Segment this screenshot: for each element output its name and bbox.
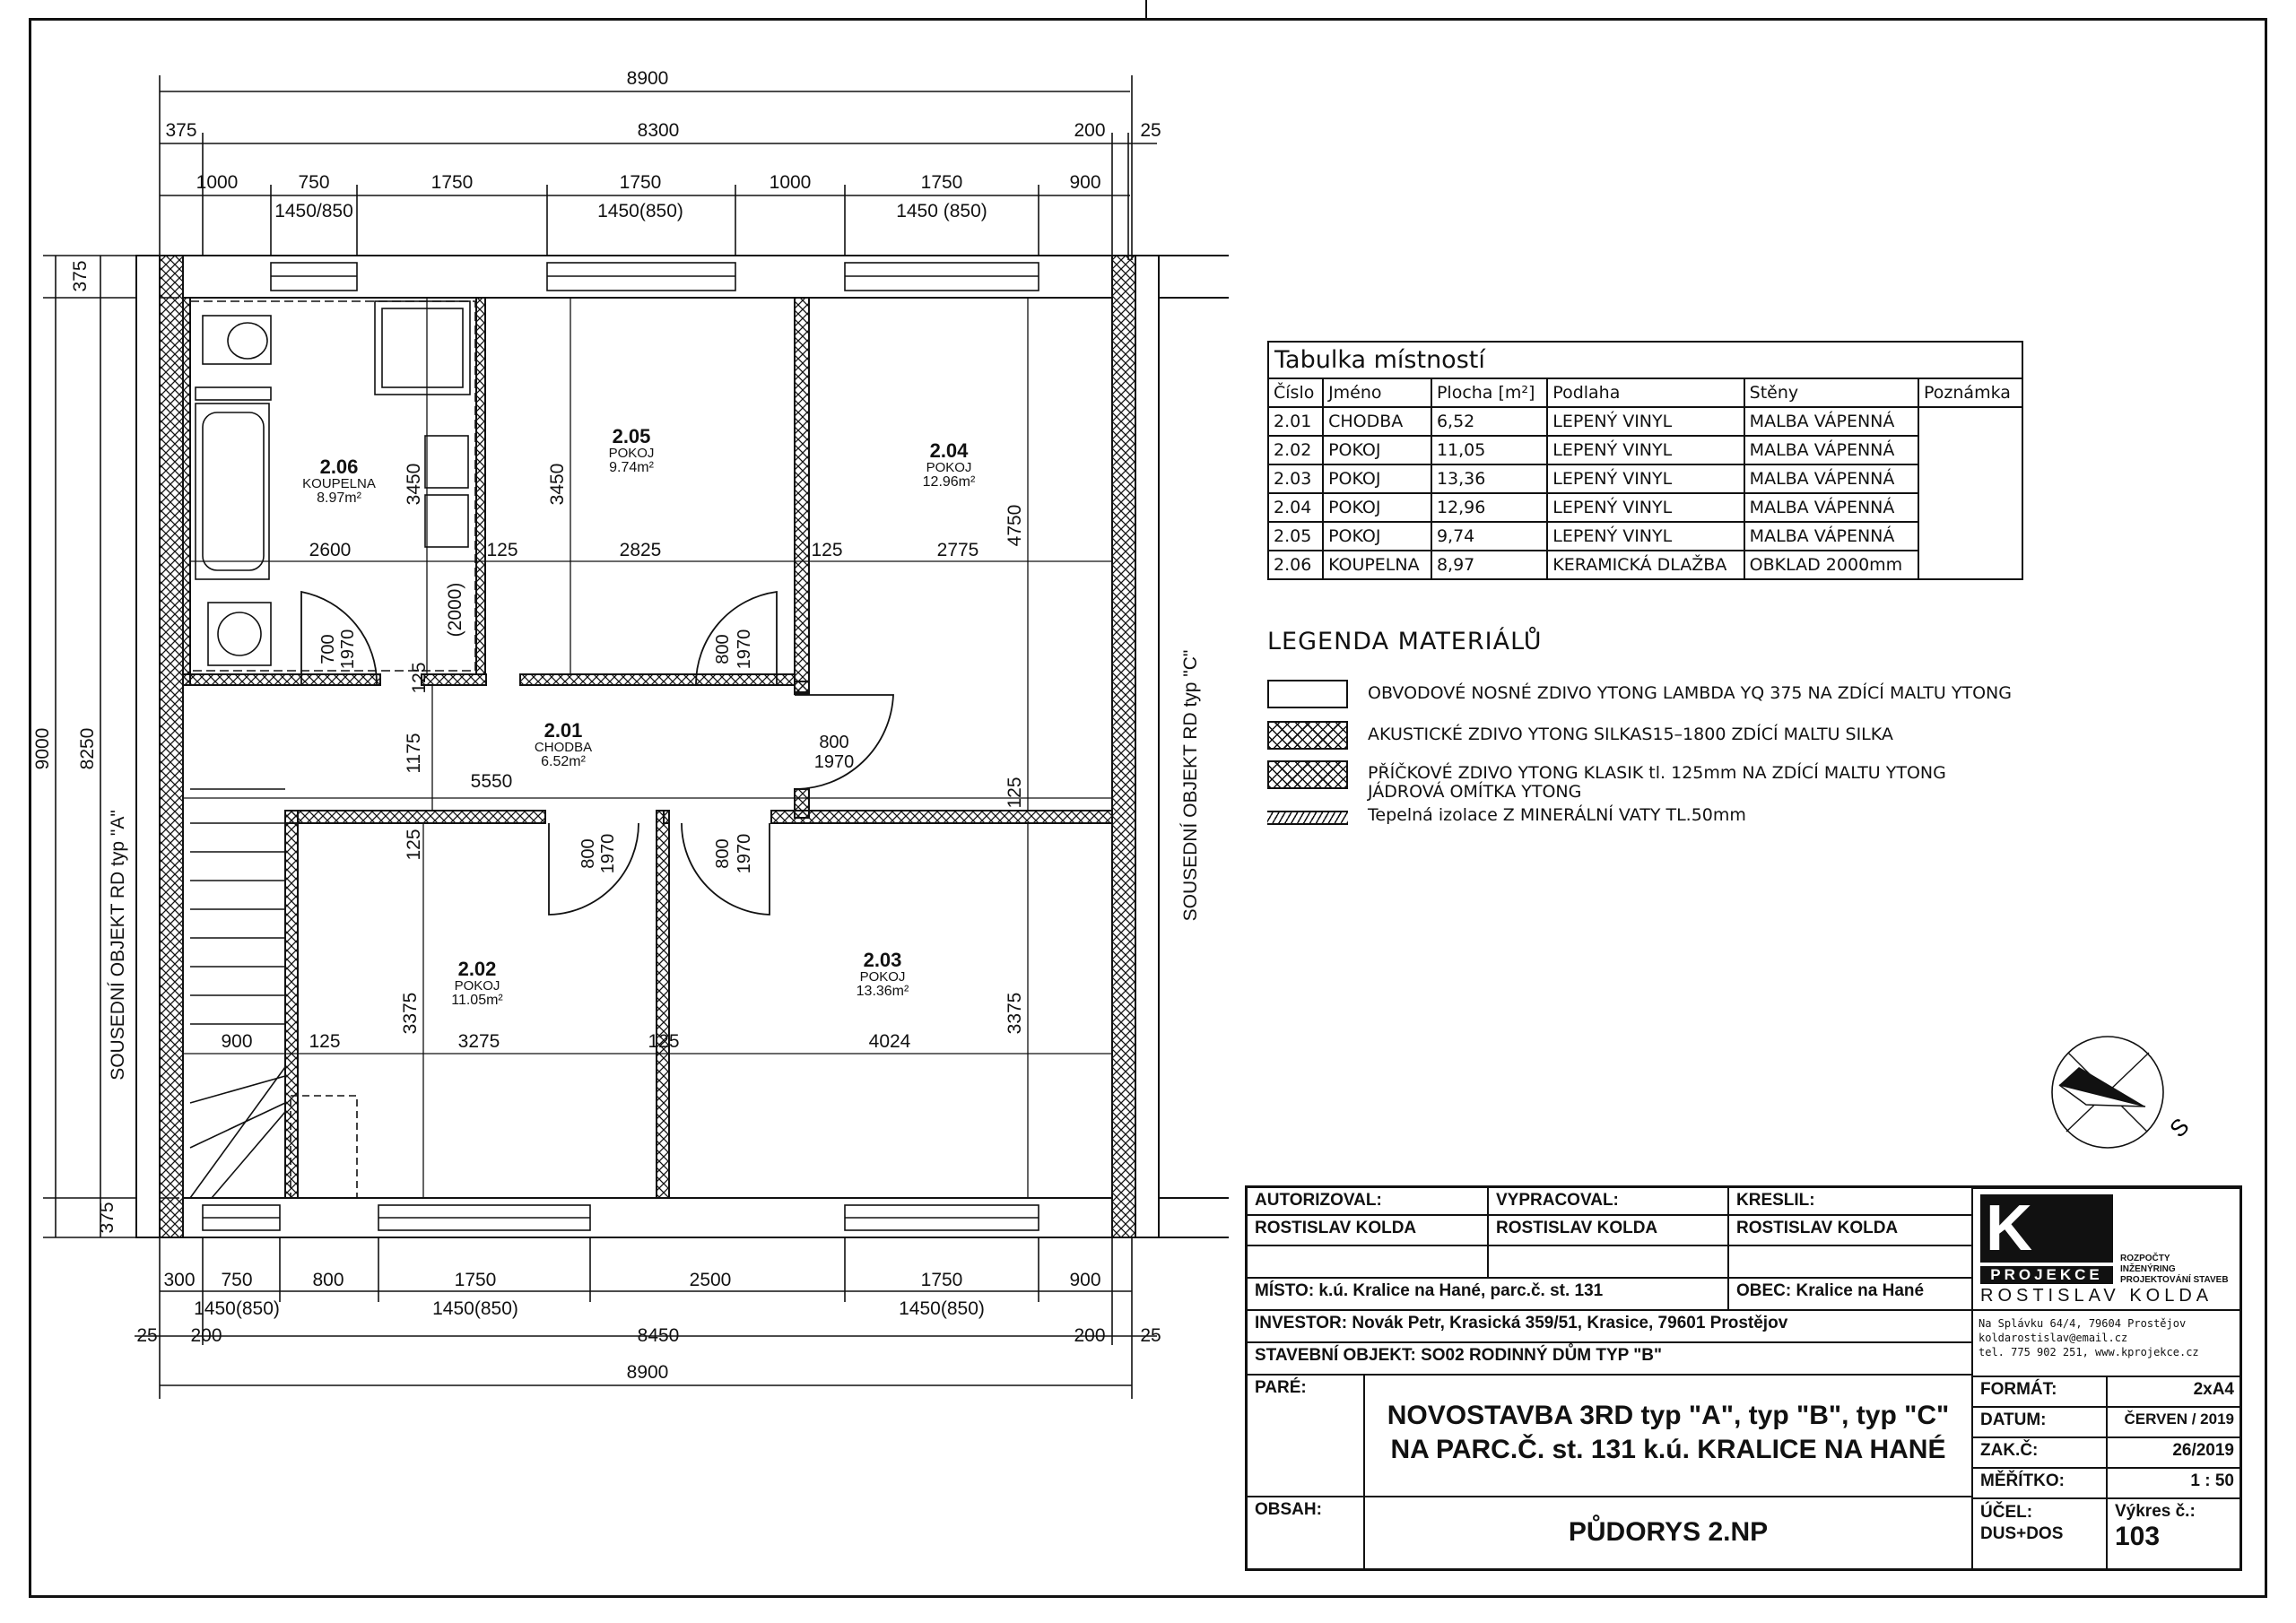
dim-top-900: 900 bbox=[1069, 172, 1101, 193]
dim-int-3275: 3275 bbox=[457, 1031, 500, 1052]
table-row bbox=[1268, 551, 2022, 579]
table-cell: MALBA VÁPENNÁ bbox=[1744, 407, 1918, 436]
legend-label: AKUSTICKÉ ZDIVO YTONG SILKAS15–1800 ZDÍCÍ MALTU SILKA bbox=[1368, 725, 1893, 744]
dim-window-3: 1450 (850) bbox=[896, 201, 987, 221]
door1-height: 1970 bbox=[338, 629, 358, 670]
exterior-walls bbox=[136, 256, 1229, 1237]
legend-item-acoustic bbox=[1267, 721, 1893, 750]
table-cell: MALBA VÁPENNÁ bbox=[1744, 493, 1918, 522]
dim-bot-25b: 25 bbox=[1140, 1325, 1161, 1346]
col-poznamka: Poznámka bbox=[1918, 378, 2022, 407]
dim-int-125a: 125 bbox=[486, 540, 518, 560]
legend-swatch-insulation bbox=[1267, 811, 1348, 825]
dim-int-125d: 125 bbox=[1004, 777, 1025, 809]
dim-window-2: 1450(850) bbox=[597, 201, 683, 221]
table-cell: POKOJ bbox=[1323, 436, 1431, 464]
legend-item-exterior bbox=[1267, 680, 2012, 708]
project-title-line2: NA PARC.Č. st. 131 k.ú. KRALICE NA HANÉ bbox=[1390, 1435, 1946, 1464]
obsah-label: OBSAH: bbox=[1248, 1497, 1364, 1571]
door5-width: 800 bbox=[713, 838, 733, 869]
legend-item-partition bbox=[1267, 760, 1946, 802]
vykres-label: Výkres č.: bbox=[2115, 1502, 2196, 1521]
logo-name: ROSTISLAV KOLDA bbox=[1980, 1286, 2213, 1306]
dim-left-8250: 8250 bbox=[77, 727, 98, 770]
legend-swatch-plain bbox=[1267, 680, 1348, 708]
dim-int-2000: (2000) bbox=[445, 582, 465, 638]
vypracoval-label: VYPRACOVAL: bbox=[1488, 1188, 1728, 1215]
table-cell: 12,96 bbox=[1431, 493, 1547, 522]
legend-title: LEGENDA MATERIÁLŮ bbox=[1267, 628, 1543, 655]
col-jmeno: Jméno bbox=[1323, 378, 1431, 407]
blank-cell bbox=[1488, 1245, 1728, 1278]
dim-int-3450b: 3450 bbox=[547, 463, 568, 506]
legend-label: JÁDROVÁ OMÍTKA YTONG bbox=[1368, 782, 1582, 802]
dim-int-5550: 5550 bbox=[470, 771, 513, 792]
room-205-name: POKOJ bbox=[608, 446, 655, 461]
company-phone: tel. 775 902 251, www.kprojekce.cz bbox=[1979, 1346, 2199, 1358]
dim-top-25: 25 bbox=[1140, 120, 1161, 141]
investor: INVESTOR: Novák Petr, Krasická 359/51, Krasice, 79601 Prostějov bbox=[1248, 1310, 1972, 1342]
meritko-value: 1 : 50 bbox=[2107, 1468, 2242, 1498]
room-205-id: 2.05 bbox=[612, 425, 651, 447]
dim-left-375a: 375 bbox=[70, 260, 91, 292]
table-cell bbox=[1918, 522, 2022, 551]
room-table bbox=[1267, 341, 2023, 580]
legend-swatch-hatch bbox=[1267, 721, 1348, 750]
meritko-label: MĚŘÍTKO: bbox=[1972, 1468, 2107, 1498]
door2-height: 1970 bbox=[735, 629, 754, 670]
door3-height: 1970 bbox=[813, 752, 855, 772]
dim-top-1000b: 1000 bbox=[769, 172, 812, 193]
table-cell: 11,05 bbox=[1431, 436, 1547, 464]
dim-bot-window-2: 1450(850) bbox=[432, 1298, 518, 1319]
dim-int-125b: 125 bbox=[811, 540, 843, 560]
stavebni-objekt: STAVEBNÍ OBJEKT: SO02 RODINNÝ DŮM TYP "B" bbox=[1248, 1342, 1972, 1375]
table-cell: 2.04 bbox=[1268, 493, 1323, 522]
dim-int-2600: 2600 bbox=[309, 540, 352, 560]
logo-tagline bbox=[2120, 1254, 2229, 1286]
dim-left-375b: 375 bbox=[97, 1202, 117, 1234]
neighbor-right-label: SOUSEDNÍ OBJEKT RD typ "C" bbox=[1180, 649, 1201, 922]
company-email: koldarostislav@email.cz bbox=[1979, 1332, 2128, 1344]
col-cislo: Číslo bbox=[1268, 378, 1323, 407]
door3-width: 800 bbox=[819, 733, 849, 752]
dim-bot-1750b: 1750 bbox=[920, 1270, 963, 1290]
door2-width: 800 bbox=[713, 634, 733, 664]
door4-width: 800 bbox=[578, 838, 598, 869]
room-201-name: CHODBA bbox=[534, 740, 593, 755]
blank-cell bbox=[1248, 1245, 1488, 1278]
dim-int-900: 900 bbox=[221, 1031, 253, 1052]
logo-tag: PROJEKTOVÁNÍ STAVEB bbox=[2120, 1275, 2229, 1285]
dim-bot-window-3: 1450(850) bbox=[899, 1298, 985, 1319]
dim-int-3375b: 3375 bbox=[1004, 992, 1025, 1035]
autorizoval-label: AUTORIZOVAL: bbox=[1248, 1188, 1488, 1215]
door4-height: 1970 bbox=[598, 833, 618, 874]
datum-label: DATUM: bbox=[1972, 1407, 2107, 1437]
table-cell: POKOJ bbox=[1323, 493, 1431, 522]
room-206-id: 2.06 bbox=[319, 456, 359, 478]
table-cell: 2.02 bbox=[1268, 436, 1323, 464]
dim-bot-750: 750 bbox=[221, 1270, 253, 1290]
ucel-label: ÚČEL: bbox=[1980, 1503, 2033, 1522]
staircase bbox=[190, 789, 357, 1198]
room-205-area: 9.74m² bbox=[609, 460, 654, 475]
dim-top-375: 375 bbox=[165, 120, 197, 141]
dim-bot-window-1: 1450(850) bbox=[194, 1298, 280, 1319]
table-cell bbox=[1918, 407, 2022, 436]
dim-bot-800: 800 bbox=[312, 1270, 344, 1290]
dim-bot-1750a: 1750 bbox=[454, 1270, 497, 1290]
north-arrow-icon bbox=[2052, 1037, 2195, 1148]
table-cell: KERAMICKÁ DLAŽBA bbox=[1547, 551, 1744, 579]
vykres-value: 103 bbox=[2115, 1522, 2161, 1551]
table-cell: POKOJ bbox=[1323, 464, 1431, 493]
format-value: 2xA4 bbox=[2107, 1376, 2242, 1407]
col-steny: Stěny bbox=[1744, 378, 1918, 407]
room-202-id: 2.02 bbox=[457, 958, 497, 980]
dim-bot-overall: 8900 bbox=[626, 1362, 669, 1383]
table-cell: 13,36 bbox=[1431, 464, 1547, 493]
zak-value: 26/2019 bbox=[2107, 1437, 2242, 1468]
dim-top-1750a: 1750 bbox=[430, 172, 474, 193]
company-contact bbox=[1972, 1310, 2242, 1376]
table-cell bbox=[1918, 551, 2022, 579]
dim-top-1750c: 1750 bbox=[920, 172, 963, 193]
table-cell: LEPENÝ VINYL bbox=[1547, 493, 1744, 522]
table-cell: 2.05 bbox=[1268, 522, 1323, 551]
dim-int-2825: 2825 bbox=[619, 540, 662, 560]
room-203-name: POKOJ bbox=[859, 969, 906, 985]
table-cell: KOUPELNA bbox=[1323, 551, 1431, 579]
ucel-value: DUS+DOS bbox=[1980, 1524, 2064, 1543]
dim-int-2775: 2775 bbox=[936, 540, 979, 560]
table-cell: LEPENÝ VINYL bbox=[1547, 464, 1744, 493]
table-row bbox=[1268, 493, 2022, 522]
zak-label: ZAK.Č: bbox=[1972, 1437, 2107, 1468]
dim-bot-300: 300 bbox=[163, 1270, 196, 1290]
table-row bbox=[1268, 464, 2022, 493]
room-202-area: 11.05m² bbox=[451, 993, 503, 1008]
legend-swatch-hatch bbox=[1267, 760, 1348, 789]
room-204-name: POKOJ bbox=[926, 460, 972, 475]
dim-top-200: 200 bbox=[1074, 120, 1106, 141]
kreslil-value: ROSTISLAV KOLDA bbox=[1728, 1215, 1972, 1245]
table-cell: LEPENÝ VINYL bbox=[1547, 522, 1744, 551]
room-204-area: 12.96m² bbox=[922, 474, 976, 490]
dim-top-750: 750 bbox=[298, 172, 330, 193]
table-cell: 2.06 bbox=[1268, 551, 1323, 579]
legend-label: PŘÍČKOVÉ ZDIVO YTONG KLASIK tl. 125mm NA ZDÍCÍ MALTU YTONG bbox=[1368, 763, 1946, 783]
dim-int-4024: 4024 bbox=[868, 1031, 911, 1052]
format-label: FORMÁT: bbox=[1972, 1376, 2107, 1407]
logo-mark: K bbox=[1980, 1194, 2113, 1263]
room-table-title: Tabulka místností bbox=[1267, 341, 2023, 378]
obsah-value: PŮDORYS 2.NP bbox=[1364, 1497, 1972, 1571]
dim-bot-900: 900 bbox=[1069, 1270, 1101, 1290]
dim-int-3375a: 3375 bbox=[400, 992, 421, 1035]
table-cell: MALBA VÁPENNÁ bbox=[1744, 464, 1918, 493]
autorizoval-value: ROSTISLAV KOLDA bbox=[1248, 1215, 1488, 1245]
dim-bot-8450: 8450 bbox=[637, 1325, 680, 1346]
table-cell: 8,97 bbox=[1431, 551, 1547, 579]
datum-value: ČERVEN / 2019 bbox=[2107, 1407, 2242, 1437]
col-podlaha: Podlaha bbox=[1547, 378, 1744, 407]
dim-bot-2500: 2500 bbox=[689, 1270, 732, 1290]
logo-tag: INŽENÝRING bbox=[2120, 1264, 2176, 1274]
dim-top-overall: 8900 bbox=[626, 68, 669, 89]
misto: MÍSTO: k.ú. Kralice na Hané, parc.č. st. 131 bbox=[1248, 1278, 1728, 1310]
logo-word: PROJEKCE bbox=[1980, 1266, 2113, 1284]
dim-int-4750: 4750 bbox=[1004, 504, 1025, 547]
dim-int-3450a: 3450 bbox=[404, 463, 424, 506]
room-201-id: 2.01 bbox=[544, 719, 583, 742]
room-table-header bbox=[1268, 378, 2022, 407]
dim-int-125f: 125 bbox=[309, 1031, 341, 1052]
vypracoval-value: ROSTISLAV KOLDA bbox=[1488, 1215, 1728, 1245]
company-logo bbox=[1972, 1188, 2242, 1310]
project-title bbox=[1364, 1375, 1972, 1497]
logo-tag: ROZPOČTY bbox=[2120, 1254, 2170, 1263]
title-block bbox=[1245, 1185, 2242, 1571]
table-cell: 2.03 bbox=[1268, 464, 1323, 493]
table-cell bbox=[1918, 436, 2022, 464]
dim-int-125e: 125 bbox=[404, 829, 424, 861]
dim-bot-25a: 25 bbox=[136, 1325, 158, 1346]
room-204-id: 2.04 bbox=[929, 439, 969, 462]
blank-cell bbox=[1728, 1245, 1972, 1278]
room-206-area: 8.97m² bbox=[317, 490, 361, 506]
table-cell: MALBA VÁPENNÁ bbox=[1744, 522, 1918, 551]
room-203-id: 2.03 bbox=[863, 949, 902, 971]
dim-bot-200b: 200 bbox=[1074, 1325, 1106, 1346]
table-cell: 9,74 bbox=[1431, 522, 1547, 551]
table-row bbox=[1268, 407, 2022, 436]
ucel-cell bbox=[1972, 1498, 2107, 1571]
dim-top-1000a: 1000 bbox=[196, 172, 239, 193]
room-206-name: KOUPELNA bbox=[302, 476, 376, 491]
door5-height: 1970 bbox=[735, 833, 754, 874]
table-cell: LEPENÝ VINYL bbox=[1547, 407, 1744, 436]
room-203-area: 13.36m² bbox=[856, 984, 909, 999]
dim-int-125c: 125 bbox=[409, 662, 430, 694]
company-address: Na Splávku 64/4, 79604 Prostějov bbox=[1979, 1317, 2187, 1330]
col-plocha: Plocha [m²] bbox=[1431, 378, 1547, 407]
table-cell: MALBA VÁPENNÁ bbox=[1744, 436, 1918, 464]
room-201-area: 6.52m² bbox=[541, 754, 586, 769]
dim-left-9000: 9000 bbox=[32, 727, 53, 770]
project-title-line1: NOVOSTAVBA 3RD typ "A", typ "B", typ "C" bbox=[1387, 1401, 1950, 1430]
legend-label: Tepelná izolace Z MINERÁLNÍ VATY TL.50mm bbox=[1368, 805, 1746, 825]
table-cell: POKOJ bbox=[1323, 522, 1431, 551]
top-dimensions bbox=[160, 75, 1157, 260]
table-cell: CHODBA bbox=[1323, 407, 1431, 436]
dim-bot-200a: 200 bbox=[190, 1325, 222, 1346]
dim-top-8300: 8300 bbox=[637, 120, 680, 141]
table-cell: LEPENÝ VINYL bbox=[1547, 436, 1744, 464]
dim-window-1: 1450/850 bbox=[274, 201, 353, 221]
table-row bbox=[1268, 522, 2022, 551]
north-label: S bbox=[2164, 1112, 2195, 1143]
table-cell bbox=[1918, 493, 2022, 522]
legend-label: OBVODOVÉ NOSNÉ ZDIVO YTONG LAMBDA YQ 375 NA ZDÍCÍ MALTU YTONG bbox=[1368, 683, 2012, 703]
vykres-cell bbox=[2107, 1498, 2242, 1571]
dim-top-1750b: 1750 bbox=[619, 172, 662, 193]
dim-int-125g: 125 bbox=[648, 1031, 680, 1052]
neighbor-left-label: SOUSEDNÍ OBJEKT RD typ "A" bbox=[108, 810, 128, 1081]
dim-int-1175: 1175 bbox=[404, 733, 424, 774]
table-row bbox=[1268, 436, 2022, 464]
table-cell: 2.01 bbox=[1268, 407, 1323, 436]
legend-item-insulation bbox=[1267, 805, 1746, 825]
door1-width: 700 bbox=[318, 634, 338, 664]
table-cell: 6,52 bbox=[1431, 407, 1547, 436]
table-cell: OBKLAD 2000mm bbox=[1744, 551, 1918, 579]
obec: OBEC: Kralice na Hané bbox=[1728, 1278, 1972, 1310]
table-cell bbox=[1918, 464, 2022, 493]
room-202-name: POKOJ bbox=[454, 978, 500, 994]
kreslil-label: KRESLIL: bbox=[1728, 1188, 1972, 1215]
pare-label: PARÉ: bbox=[1248, 1375, 1364, 1497]
